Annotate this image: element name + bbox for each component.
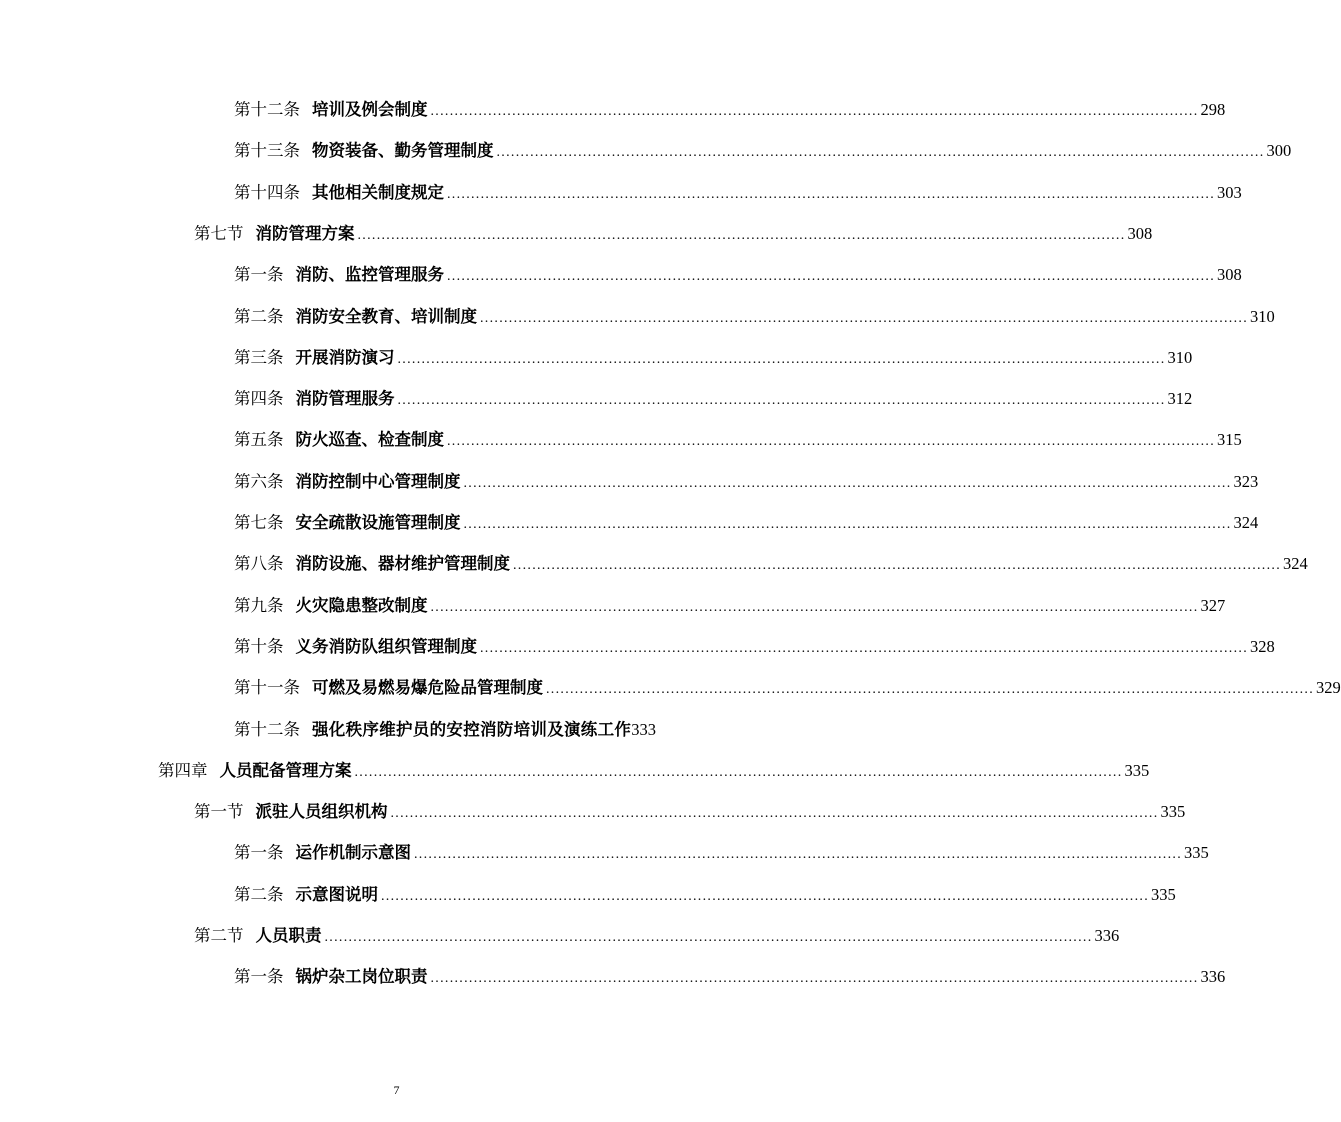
toc-entry-title: 可燃及易燃易爆危险品管理制度: [312, 678, 543, 698]
toc-entry-title: 示意图说明: [295, 884, 378, 904]
toc-entry-title: 培训及例会制度: [312, 100, 428, 119]
toc-entry-label: 第十条: [234, 636, 284, 656]
toc-entry-label: 第八条: [234, 554, 284, 574]
toc-entry-page: 336: [1200, 967, 1226, 987]
toc-entry-page: 324: [1283, 554, 1308, 574]
toc-entry-page: 324: [1233, 513, 1259, 532]
toc-entry-label: 第十二条: [234, 100, 300, 119]
toc-entry[interactable]: [234, 385, 1193, 413]
toc-entry[interactable]: [234, 509, 1259, 537]
toc-entry[interactable]: [234, 344, 1193, 372]
toc-entry-title: 锅炉杂工岗位职责: [295, 967, 428, 987]
toc-dot-leader: ................................................................................................................................................................: [447, 269, 1215, 285]
toc-entry-label: 第二节: [194, 926, 244, 945]
toc-entry-title: 火灾隐患整改制度: [295, 595, 428, 615]
toc-entry-label: 第四条: [234, 389, 284, 409]
toc-entry-title: 物资装备、勤务管理制度: [312, 141, 494, 161]
toc-entry[interactable]: [234, 716, 700, 744]
toc-entry-title: 人员配备管理方案: [219, 760, 352, 780]
toc-entry-page: 315: [1217, 430, 1242, 450]
toc-entry-title: 消防、监控管理服务: [295, 265, 444, 285]
toc-entry-label: 第六条: [234, 471, 284, 491]
toc-dot-leader: ................................................................................................................................................................: [414, 847, 1182, 863]
toc-entry[interactable]: [234, 839, 1209, 867]
toc-entry-page: 298: [1200, 100, 1226, 119]
toc-entry-page: 335: [1151, 884, 1176, 904]
toc-entry[interactable]: [234, 550, 1308, 578]
toc-entry-page: 308: [1127, 223, 1153, 243]
toc-entry[interactable]: [234, 592, 1226, 620]
toc-entry[interactable]: [234, 633, 1275, 661]
toc-dot-leader: ................................................................................................................................................................: [496, 145, 1265, 161]
toc-entry[interactable]: [234, 137, 1292, 165]
toc-dot-leader: ................................................................................................................................................................: [546, 682, 1314, 698]
toc-entry-title: 义务消防队组织管理制度: [295, 636, 477, 656]
toc-dot-leader: ................................................................................................................................................................: [357, 227, 1126, 243]
toc-entry-page: 310: [1167, 347, 1193, 367]
toc-entry-title: 消防控制中心管理制度: [295, 471, 461, 491]
toc-entry[interactable]: [234, 963, 1226, 991]
toc-entry-page: 333: [631, 719, 656, 739]
toc-entry[interactable]: [234, 468, 1259, 496]
toc-entry-label: 第一节: [194, 802, 244, 822]
toc-entry-page: 308: [1217, 265, 1242, 285]
toc-entry-label: 第一条: [234, 265, 284, 285]
toc-entry-title: 消防设施、器材维护管理制度: [295, 554, 510, 574]
toc-entry-label: 第二条: [234, 306, 284, 326]
toc-entry-page: 303: [1217, 182, 1242, 202]
toc-entry-title: 派驻人员组织机构: [255, 802, 388, 822]
toc-entry-page: 335: [1184, 843, 1209, 863]
toc-entry-label: 第一条: [234, 843, 284, 863]
toc-entry[interactable]: [158, 757, 1150, 785]
toc-dot-leader: ................................................................................................................................................................: [324, 930, 1093, 945]
toc-dot-leader: ................................................................................................................................................................: [463, 517, 1232, 532]
toc-entry-page: 312: [1167, 389, 1193, 409]
toc-dot-leader: ................................................................................................................................................................: [397, 351, 1166, 367]
toc-entry-label: 第一条: [234, 967, 284, 987]
toc-dot-leader: ................................................................................................................................................................: [390, 806, 1159, 822]
toc-entry-label: 第七条: [234, 513, 284, 532]
toc-entry-title: 消防管理服务: [295, 389, 395, 409]
toc-entry-title: 消防安全教育、培训制度: [295, 306, 477, 326]
toc-dot-leader: ................................................................................................................................................................: [447, 186, 1215, 202]
toc-entry[interactable]: [234, 426, 1242, 454]
toc-entry-title: 防火巡查、检查制度: [295, 430, 444, 450]
toc-entry-page: 323: [1233, 471, 1259, 491]
toc-entry-label: 第十二条: [234, 719, 300, 739]
toc-entry-title: 其他相关制度规定: [312, 182, 444, 202]
toc-entry[interactable]: [194, 220, 1153, 248]
toc-entry-label: 第五条: [234, 430, 284, 450]
toc-dot-leader: ................................................................................................................................................................: [447, 434, 1215, 450]
toc-entry[interactable]: [234, 179, 1242, 207]
toc-entry-title: 运作机制示意图: [295, 843, 411, 863]
toc-dot-leader: ................................................................................................................................................................: [513, 558, 1281, 574]
toc-dot-leader: ................................................................................................................................................................: [381, 888, 1149, 904]
toc-entry-page: 328: [1250, 636, 1275, 656]
toc-entry[interactable]: [234, 881, 1176, 909]
toc-entry[interactable]: [194, 922, 1120, 950]
toc-dot-leader: ................................................................................................................................................................: [354, 764, 1123, 780]
toc-entry-label: 第十四条: [234, 182, 300, 202]
toc-entry-title: 人员职责: [255, 926, 322, 945]
toc-entry[interactable]: [234, 96, 1226, 124]
toc-dot-leader: ................................................................................................................................................................: [430, 599, 1199, 615]
toc-entry-label: 第十一条: [234, 678, 300, 698]
toc-entry-label: 第七节: [194, 223, 244, 243]
toc-entry-title: 开展消防演习: [295, 347, 395, 367]
toc-dot-leader: ................................................................................................................................................................: [430, 104, 1199, 119]
toc-entry[interactable]: [234, 261, 1242, 289]
toc-entry-page: 310: [1250, 306, 1275, 326]
toc-dot-leader: ................................................................................................................................................................: [430, 971, 1199, 987]
toc-dot-leader: ................................................................................................................................................................: [397, 393, 1166, 409]
toc-dot-leader: ................................................................................................................................................................: [480, 310, 1248, 326]
toc-entry[interactable]: [194, 798, 1186, 826]
toc-entry-label: 第十三条: [234, 141, 300, 161]
toc-entry-title: 强化秩序维护员的安控消防培训及演练工作: [312, 719, 632, 739]
toc-dot-leader: ................................................................................................................................................................: [480, 640, 1248, 656]
toc-entry-label: 第二条: [234, 884, 284, 904]
toc-dot-leader: ................................................................................................................................................................: [463, 475, 1232, 491]
toc-entry-page: 300: [1266, 141, 1292, 161]
toc-entry[interactable]: [234, 674, 1341, 702]
toc-entry-label: 第三条: [234, 347, 284, 367]
toc-entry-title: 消防管理方案: [255, 223, 355, 243]
toc-entry-page: 327: [1200, 595, 1226, 615]
toc-entry[interactable]: [234, 303, 1275, 331]
toc-entry-title: 安全疏散设施管理制度: [295, 513, 461, 532]
toc-entry-page: 335: [1124, 760, 1150, 780]
toc-entry-page: 329: [1316, 678, 1341, 698]
toc-entry-page: 336: [1094, 926, 1120, 945]
page-number: 7: [393, 1083, 400, 1097]
toc-entry-label: 第九条: [234, 595, 284, 615]
toc-entry-label: 第四章: [158, 760, 208, 780]
toc-entry-page: 335: [1160, 802, 1186, 822]
